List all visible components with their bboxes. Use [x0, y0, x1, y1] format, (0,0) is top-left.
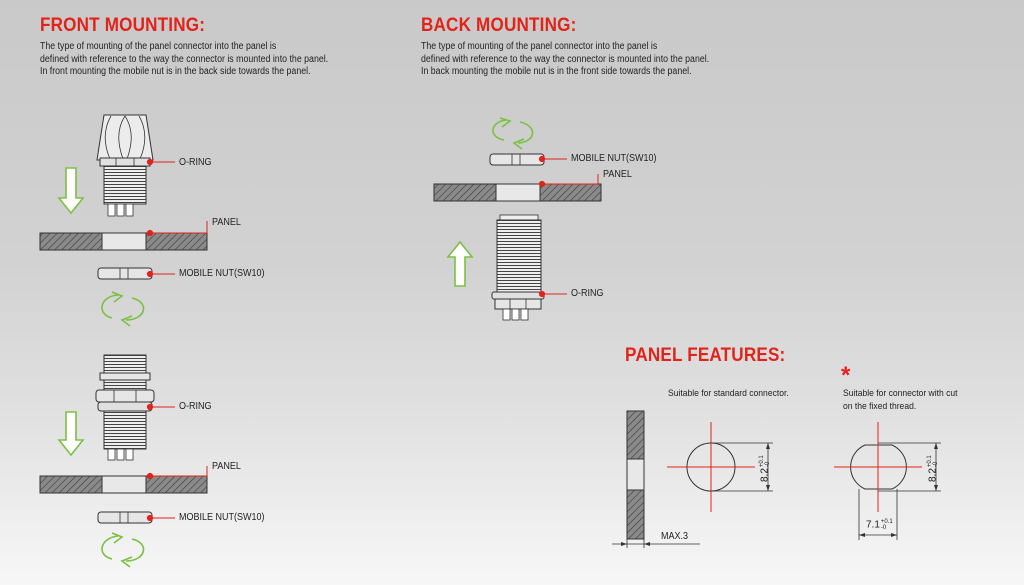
dimension-value: 7.1 — [866, 519, 880, 531]
max-thickness-label: MAX.3 — [661, 531, 689, 542]
front-panel — [40, 233, 207, 250]
standard-hole-drawing — [667, 422, 773, 512]
arrow-up-icon — [448, 242, 472, 286]
back-panel — [434, 184, 601, 201]
front-panel-label: PANEL — [212, 217, 241, 228]
tolerance-lower: -0 — [933, 461, 939, 468]
description-line: defined with reference to the way the connector is mounted into the panel. — [40, 53, 329, 65]
front2-mobile-nut — [98, 512, 152, 523]
description-line: The type of mounting of the panel connector into the panel is — [421, 41, 658, 52]
front2-mobile-nut-label: MOBILE NUT(SW10) — [179, 512, 265, 523]
front-mounting-title: FRONT MOUNTING: — [40, 15, 206, 36]
dimension-value: 8.2 — [759, 468, 771, 482]
front2-connector — [96, 355, 154, 460]
rotate-arrow-icon — [493, 118, 533, 149]
description-line: The type of mounting of the panel connector into the panel is — [40, 41, 277, 52]
tolerance-lower: -0 — [765, 461, 771, 468]
panel-features-title: PANEL FEATURES: — [625, 345, 786, 366]
flat-width-dimension — [866, 519, 893, 531]
leader-lines — [147, 159, 207, 276]
rotate-arrow-icon — [102, 292, 144, 326]
leader-lines — [147, 404, 207, 520]
back-connector — [492, 215, 544, 320]
standard-connector-note: Suitable for standard connector. — [668, 388, 789, 399]
back-mounting-title: BACK MOUNTING: — [421, 15, 577, 36]
arrow-down-icon — [59, 168, 83, 213]
arrow-down-icon — [59, 412, 83, 455]
front2-panel — [40, 476, 207, 493]
tolerance-upper: +0.1 — [759, 455, 765, 468]
description-line: defined with reference to the way the connector is mounted into the panel. — [421, 53, 710, 65]
hole-diameter-dimension — [759, 442, 773, 482]
panel-section-drawing — [612, 411, 700, 548]
front-mobile-nut — [98, 268, 152, 279]
back-mounting-description — [421, 41, 709, 79]
description-line: In front mounting the mobile nut is in the back side towards the panel. — [40, 66, 311, 77]
asterisk-mark: * — [841, 362, 851, 389]
dimension-value: 8.2 — [927, 468, 939, 482]
tolerance-lower: -0 — [880, 525, 887, 531]
cut-hole-diameter-dimension — [927, 442, 941, 482]
note-line: on the fixed thread. — [843, 401, 917, 412]
front2-o-ring-label: O-RING — [179, 401, 212, 412]
cut-connector-note — [843, 387, 958, 413]
note-line: Suitable for connector with cut — [843, 388, 958, 399]
leader-lines — [539, 156, 598, 296]
tolerance-upper: +0.1 — [880, 519, 893, 525]
rotate-arrow-icon — [102, 533, 144, 567]
description-line: In back mounting the mobile nut is in the front side towards the panel. — [421, 66, 692, 77]
front-mounting-description — [40, 41, 328, 79]
front-mobile-nut-label: MOBILE NUT(SW10) — [179, 268, 265, 279]
tolerance-upper: +0.1 — [927, 455, 933, 468]
back-o-ring-label: O-RING — [571, 288, 604, 299]
front-o-ring-label: O-RING — [179, 157, 212, 168]
back-panel-label: PANEL — [603, 169, 632, 180]
front2-panel-label: PANEL — [212, 461, 241, 472]
back-mobile-nut — [490, 154, 544, 165]
back-mobile-nut-label: MOBILE NUT(SW10) — [571, 153, 657, 164]
front-connector — [97, 115, 153, 216]
